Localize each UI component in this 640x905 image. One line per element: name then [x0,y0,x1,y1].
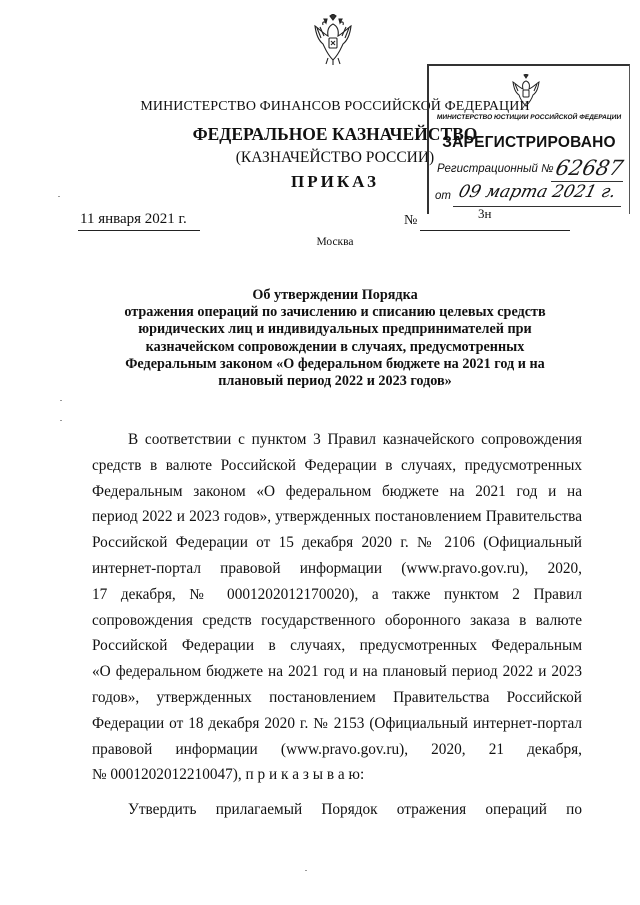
stamp-date-label: от [435,190,451,202]
body-line: Федерации от 18 декабря 2020 г. № 2153 (Официальный интернет-портал [92,714,582,732]
stamp-reg-number-label: Регистрационный № [437,163,554,175]
body-line: 17 декабря, № 0001202012170020), а также пунктом 2 Правил [92,585,582,603]
order-city: Москва [316,236,354,248]
order-date: 11 января 2021 г. [80,211,187,227]
document-type: ПРИКАЗ [291,172,379,191]
body-paragraph-1 [92,427,582,788]
order-number-label: № [404,213,418,228]
order-number: 3н [478,206,492,221]
body-line: В соответствии с пунктом 3 Правил казначейского сопровождения [128,431,582,448]
body-line: сопровождения средств государственного оборонного заказа в валюте [92,611,582,629]
stamp-ministry-name: МИНИСТЕРСТВО ЮСТИЦИИ РОССИЙСКОЙ ФЕДЕРАЦИИ [436,114,622,121]
stamp-reg-date: 09 марта 2021 г. [456,182,618,202]
stamp-reg-number: 62687 [553,156,626,180]
title-line: казначейском сопровождении в случаях, предусмотренных [145,338,525,355]
body-line: период 2022 и 2023 годов», утвержденных постановлением Правительства [92,508,582,526]
scan-speck [58,196,60,197]
body-line: правовой информации (www.pravo.gov.ru), 2020, 21 декабря, [92,740,582,758]
order-number-underline [420,230,570,231]
agency-name: ФЕДЕРАЛЬНОЕ КАЗНАЧЕЙСТВО [192,124,478,144]
registration-stamp [427,64,630,214]
document-title [80,287,590,390]
body-line: интернет-портал правовой информации (www.pravo.gov.ru), 2020, [92,559,582,577]
russian-coat-of-arms-icon [312,14,354,66]
body-line: средств в валюте Российской Федерации в случаях, предусмотренных [92,456,582,474]
body-line: Российской Федерации от 15 декабря 2020 г. № 2106 (Официальный [92,534,582,552]
body-line: Федеральным законом «О федеральном бюджете на 2021 год и на [92,482,582,500]
scan-speck [60,400,62,401]
russian-coat-of-arms-icon [511,74,541,110]
title-line: Федеральным законом «О федеральном бюджете на 2021 год и на [125,355,545,372]
body-line: Российской Федерации в случаях, предусмотренных Федеральным [92,637,582,655]
body-line: «О федеральном бюджете на 2021 год и на плановый период 2022 и 2023 [92,663,582,681]
body-line: № 0001202012210047), п р и к а з ы в а ю: [92,766,365,784]
title-line: плановый период 2022 и 2023 годов» [218,373,452,390]
agency-short-name: (КАЗНАЧЕЙСТВО РОССИИ) [235,149,435,166]
scan-speck [305,870,307,871]
stamp-registered-label: ЗАРЕГИСТРИРОВАНО [442,134,616,151]
body-line: годов», утвержденных постановлением Правительства Российской [92,688,582,706]
title-line: отражения операций по зачислению и списанию целевых средств [124,304,546,321]
scan-speck [60,420,62,421]
body-line: Утвердить прилагаемый Порядок отражения операций по [128,801,582,818]
body-paragraph-2 [92,797,582,823]
title-line: юридических лиц и индивидуальных предпринимателей при [138,321,532,338]
title-line: Об утверждении Порядка [252,287,418,303]
ministry-name: МИНИСТЕРСТВО ФИНАНСОВ РОССИЙСКОЙ ФЕДЕРАЦИИ [140,99,530,114]
order-date-underline [78,230,200,231]
